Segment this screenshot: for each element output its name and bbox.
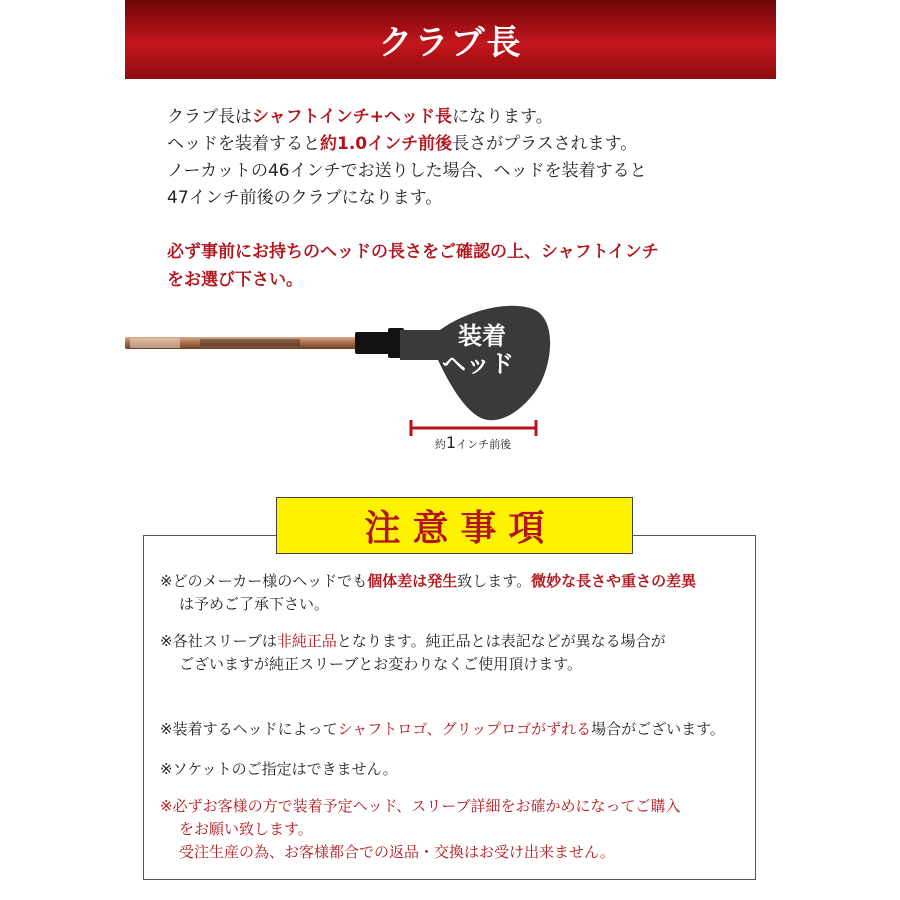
shaft-logo (200, 339, 300, 346)
note-1-line-1 (160, 570, 760, 593)
warning-text (167, 238, 767, 294)
note-4 (160, 758, 760, 781)
note-highlight: 微妙な長さや重さの差異 (531, 572, 697, 590)
note-text: ※装着するヘッドによって (160, 720, 338, 738)
intro-text: になります。 (452, 107, 553, 127)
header-banner (125, 0, 776, 79)
note-text: ※どのメーカー様のヘッドでも (160, 572, 368, 590)
measure-label-value: 1 (445, 433, 457, 452)
note-5-line-3: 受注生産の為、お客様都合での返品・交換はお受け出来ません。 (179, 843, 615, 861)
note-5-line-1: ※必ずお客様の方で装着予定ヘッド、スリーブ詳細をお確かめになってご購入 (160, 797, 681, 815)
note-text: 場合がございます。 (591, 720, 725, 738)
note-highlight: シャフトロゴ、グリップロゴがずれる (337, 720, 592, 738)
note-5-line-2: をお願い致します。 (179, 820, 313, 838)
note-4-line-1: ※ソケットのご指定はできません。 (160, 760, 398, 778)
note-3-line-1 (160, 718, 760, 741)
head-illustration (120, 300, 600, 460)
caution-title-box (276, 497, 633, 554)
head-label-line-1: 装着 (458, 322, 506, 350)
warning-line-2: をお選び下さい。 (167, 270, 303, 290)
note-2-line-1 (160, 630, 760, 653)
intro-line-4: 47インチ前後のクラブになります。 (167, 188, 443, 208)
intro-text: ヘッドを装着すると (167, 134, 320, 154)
measure-label-prefix: 約 (434, 438, 446, 451)
note-5 (160, 795, 760, 864)
intro-paragraph (167, 104, 767, 212)
intro-line-1 (167, 104, 767, 131)
note-text: となります。純正品とは表記などが異なる場合が (336, 632, 666, 650)
club-diagram (120, 300, 600, 460)
intro-text: 長さがプラスされます。 (452, 134, 638, 154)
intro-text: クラブ長は (167, 107, 252, 127)
caution-title: 注意事項 (364, 508, 557, 549)
note-highlight: 非純正品 (276, 632, 337, 650)
note-text: 致します。 (457, 572, 532, 590)
shaft-graphic (130, 338, 180, 348)
note-3 (160, 718, 760, 741)
note-1-line-2: は予めご了承下さい。 (179, 595, 330, 613)
note-2 (160, 630, 760, 676)
note-highlight: 個体差は発生 (367, 572, 458, 590)
note-1 (160, 570, 760, 616)
warning-line-1: 必ず事前にお持ちのヘッドの長さをご確認の上、シャフトインチ (167, 242, 659, 262)
page-title: クラブ長 (378, 23, 523, 63)
intro-line-3: ノーカットの46インチでお送りした場合、ヘッドを装着すると (167, 161, 647, 181)
note-text: ※各社スリーブは (160, 632, 277, 650)
measure-label-suffix: インチ前後 (456, 438, 512, 451)
intro-highlight: 約1.0インチ前後 (320, 134, 453, 154)
note-2-line-2: ございますが純正スリーブとお変わりなくご使用頂けます。 (179, 655, 583, 673)
intro-line-2 (167, 131, 767, 158)
head-label-line-2: ヘッド (442, 350, 514, 378)
measure-label (435, 433, 512, 452)
intro-highlight: シャフトインチ+ヘッド長 (252, 107, 453, 127)
